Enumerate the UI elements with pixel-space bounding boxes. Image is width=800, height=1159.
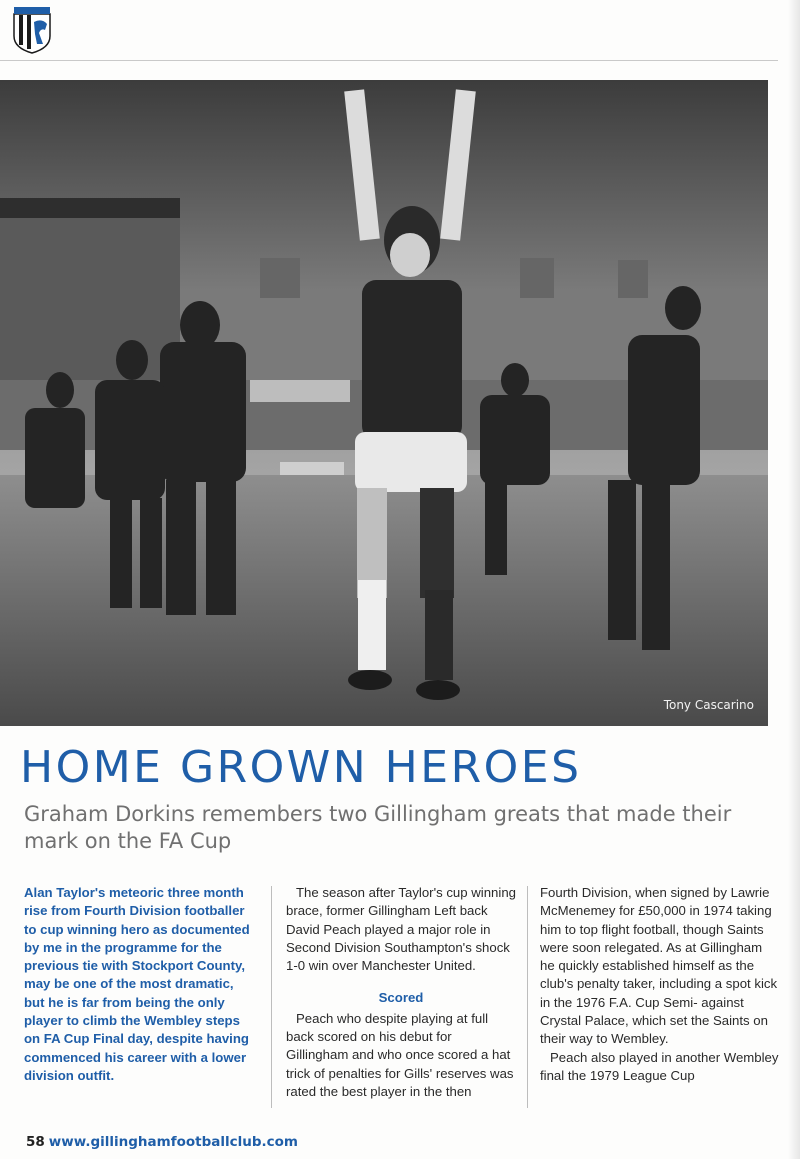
page-number: 58 bbox=[26, 1134, 45, 1150]
body-paragraph: Peach also played in another Wembley final the 1979 League Cup bbox=[540, 1049, 779, 1083]
match-photo-icon bbox=[0, 80, 768, 726]
article-column-3 bbox=[540, 884, 780, 1085]
photo-caption: Tony Cascarino bbox=[663, 698, 754, 712]
page-footer bbox=[26, 1134, 298, 1150]
page-edge bbox=[788, 0, 800, 1159]
column-divider bbox=[271, 886, 272, 1108]
club-crest-icon bbox=[12, 6, 52, 54]
subheading: Scored bbox=[378, 990, 424, 1006]
article-standfirst: Graham Dorkins remembers two Gillingham greats that made their mark on the FA Cup bbox=[24, 802, 732, 853]
body-paragraph: The season after Taylor's cup winning brace, former Gillingham Left back David Peach played a major role in Second Division Southampton's shock 1-0 win over Manchester United. bbox=[286, 885, 516, 974]
header-rule bbox=[0, 60, 778, 61]
club-website-link[interactable]: www.gillinghamfootballclub.com bbox=[48, 1134, 298, 1150]
article-column-1 bbox=[24, 884, 252, 1085]
article-column-2 bbox=[286, 884, 516, 1101]
article-headline: HOME GROWN HEROES bbox=[20, 742, 582, 793]
feature-photo bbox=[0, 80, 768, 726]
body-paragraph: Fourth Division, when signed by Lawrie McMenemey for £50,000 in 1974 taking him to top flight football, though Saints were soon relegated. As at Gillingham he quickly established himself as the club's penalty taker, including a spot kick in the 1976 F.A. Cup Semi- against Crystal Palace, which set the Saints on their way to Wembley. bbox=[540, 885, 778, 1047]
intro-paragraph: Alan Taylor's meteoric three month rise from Fourth Division footballer to cup winning hero as documented by me in the programme for the previous tie with Stockport County, may be one of the most dramatic, but he is far from being the only player to climb the Wembley steps on FA Cup Final day, despite having commenced his career with a lower division outfit. bbox=[24, 885, 250, 1083]
body-paragraph: Peach who despite playing at full back scored on his debut for Gillingham and who once scored a hat trick of penalties for Gills' reserves was rated the best player in the then bbox=[286, 1010, 514, 1099]
column-divider bbox=[527, 886, 528, 1108]
